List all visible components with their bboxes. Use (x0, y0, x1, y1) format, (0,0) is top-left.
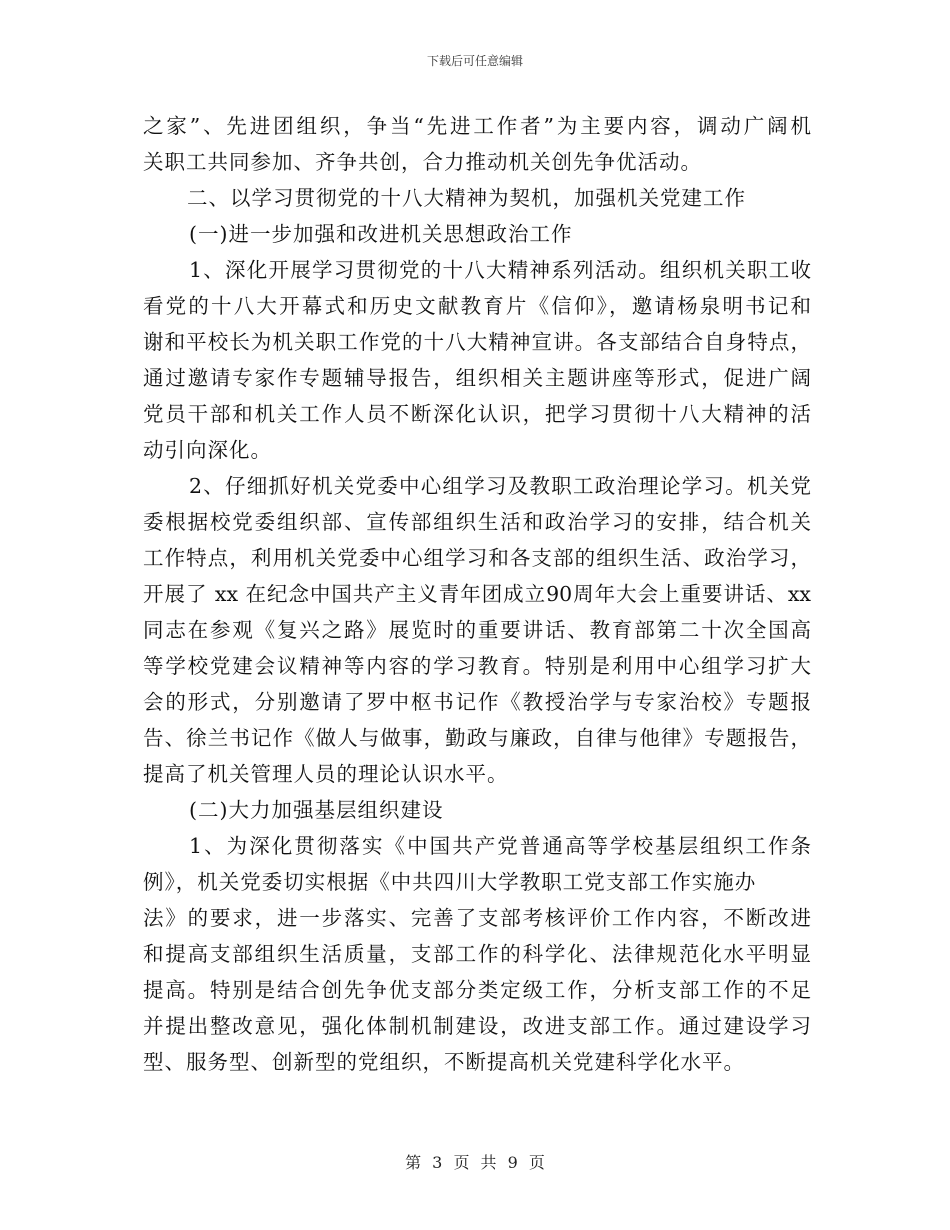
section-heading: 二、以学习贯彻党的十八大精神为契机，加强机关党建工作 (187, 186, 746, 210)
text-line: 党员干部和机关工作人员不断深化认识，把学习贯彻十八大精神的活 (143, 402, 811, 426)
subsection-heading: (二)大力加强基层组织建设 (189, 798, 444, 822)
text-line: 同志在参观《复兴之路》展览时的重要讲话、教育部第二十次全国高 (143, 618, 811, 642)
text-line: 法》的要求，进一步落实、完善了支部考核评价工作内容，不断改进 (143, 906, 811, 930)
text-line: 谢和平校长为机关职工作党的十八大精神宣讲。各支部结合自身特点， (143, 330, 811, 354)
text-line: 2、仔细抓好机关党委中心组学习及教职工政治理论学习。机关党 (189, 474, 811, 498)
text-line: 之家”、先进团组织，争当“先进工作者”为主要内容，调动广阔机 (143, 114, 811, 138)
text-line: 1、为深化贯彻落实《中国共产党普通高等学校基层组织工作条 (189, 834, 811, 858)
text-line: 关职工共同参加、齐争共创，合力推动机关创先争优活动。 (143, 150, 702, 174)
text-line: 通过邀请专家作专题辅导报告，组织相关主题讲座等形式，促进广阔 (143, 366, 811, 390)
text-line: 提高了机关管理人员的理论认识水平。 (143, 762, 509, 786)
page-header: 下载后可任意编辑 (426, 54, 523, 68)
text-line: 1、深化开展学习贯彻党的十八大精神系列活动。组织机关职工收 (189, 258, 811, 282)
text-line: 委根据校党委组织部、宣传部组织生活和政治学习的安排，结合机关 (143, 510, 811, 534)
text-line: 告、徐兰书记作《做人与做事，勤政与廉政，自律与他律》专题报告， (143, 726, 811, 750)
text-line: 看党的十八大开幕式和历史文献教育片《信仰》，邀请杨泉明书记和 (143, 294, 811, 318)
text-line: 等学校党建会议精神等内容的学习教育。特别是利用中心组学习扩大 (143, 654, 811, 678)
text-line: 和提高支部组织生活质量，支部工作的科学化、法律规范化水平明显 (143, 942, 811, 966)
text-line: 会的形式，分别邀请了罗中枢书记作《教授治学与专家治校》专题报 (143, 690, 811, 714)
text-line: 例》，机关党委切实根据《中共四川大学教职工党支部工作实施办 (143, 870, 757, 894)
text-line: 开展了 xx 在纪念中国共产主义青年团成立90周年大会上重要讲话、xx (143, 582, 811, 606)
page-number: 第 3 页 共 9 页 (405, 1153, 545, 1172)
subsection-heading: (一)进一步加强和改进机关思想政治工作 (189, 222, 573, 246)
text-line: 提高。特别是结合创先争优支部分类定级工作，分析支部工作的不足 (143, 978, 811, 1002)
text-line: 工作特点，利用机关党委中心组学习和各支部的组织生活、政治学习， (143, 546, 811, 570)
text-line: 并提出整改意见，强化体制机制建设，改进支部工作。通过建设学习 (143, 1014, 811, 1038)
document-body (143, 108, 811, 1080)
text-line: 动引向深化。 (143, 438, 272, 462)
text-line: 型、服务型、创新型的党组织，不断提高机关党建科学化水平。 (143, 1050, 745, 1074)
